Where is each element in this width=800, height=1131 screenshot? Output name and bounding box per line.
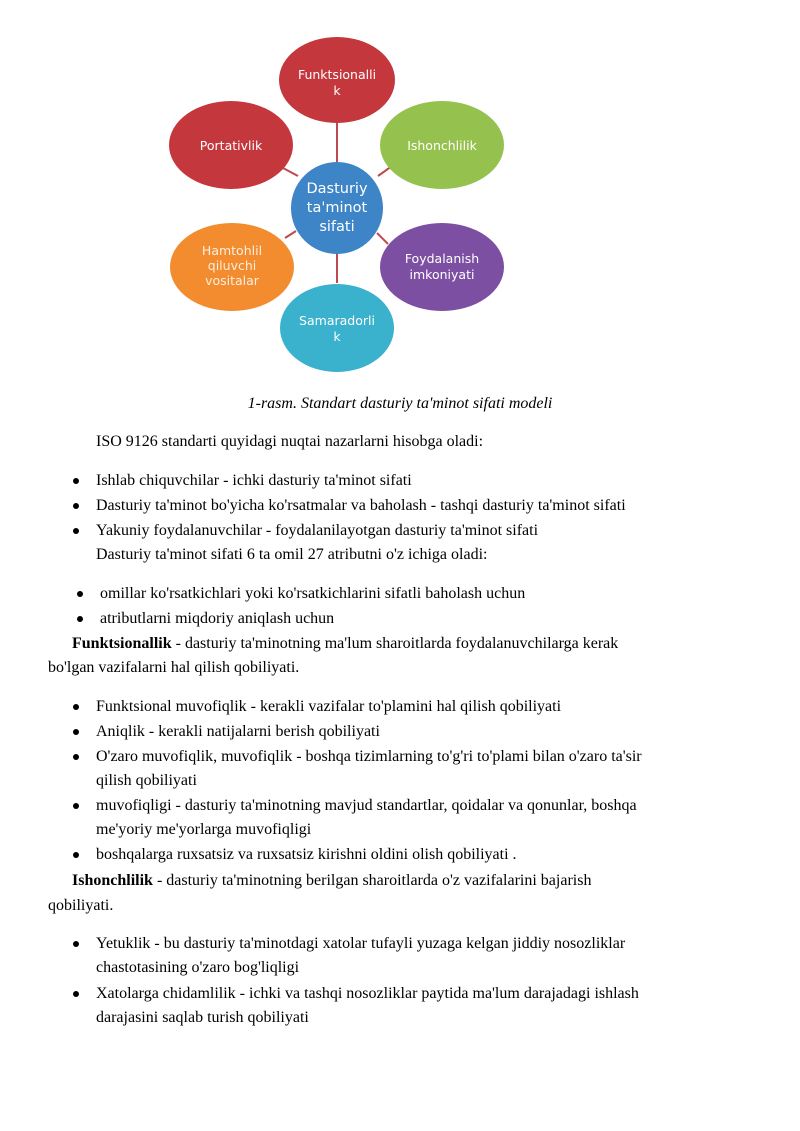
list-item: Ishlab chiquvchilar - ichki dasturiy ta'minot sifati [96, 472, 412, 489]
svg-text:Samaradorlik: Samaradorli k [299, 313, 375, 344]
node-funktsionallik [279, 37, 395, 123]
list-item: Xatolarga chidamlilik - ichki va tashqi nosozliklar paytida ma'lum darajadagi ishlash [96, 985, 639, 1002]
intro-paragraph: ISO 9126 standarti quyidagi nuqtai nazarlarni hisobga oladi: [96, 433, 484, 450]
list-item: Yakuniy foydalanuvchilar - foydalanilayotgan dasturiy ta'minot sifati [96, 522, 539, 539]
funk-paragraph-line1 [72, 632, 618, 656]
svg-text:Foydalanishimkoniyati: Foydalanish imkoniyati [404, 251, 480, 282]
node-portativlik [169, 101, 293, 189]
svg-text:Hamtohlilqiluvchivositalar: Hamtohlil qiluvchi vositalar [201, 243, 263, 288]
svg-text:Portativlik: Portativlik [199, 138, 263, 153]
node-hamtohlil-vositalar [170, 223, 294, 311]
ishon-paragraph-line1 [72, 869, 591, 893]
list-item: boshqalarga ruxsatsiz va ruxsatsiz kirishni oldini olish qobiliyati . [96, 846, 517, 863]
bullet-dot [73, 503, 79, 509]
svg-text:Dasturiyta'minotsifati: Dasturiy ta'minot sifati [306, 181, 368, 235]
node-foydalanish-imkoniyati [380, 223, 504, 311]
node-ishonchlilik [380, 101, 504, 189]
node-center-quality [291, 162, 383, 254]
list-item: Dasturiy ta'minot bo'yicha ko'rsatmalar va baholash - tashqi dasturiy ta'minot sifati [96, 497, 626, 514]
figure-caption: 1-rasm. Standart dasturiy ta'minot sifati modeli [247, 395, 553, 412]
list-item: omillar ko'rsatkichlari yoki ko'rsatkichlarini sifatli baholash uchun [100, 585, 526, 602]
quality-model-diagram [0, 0, 800, 390]
list-continuation: Dasturiy ta'minot sifati 6 ta omil 27 atributni o'z ichiga oladi: [96, 546, 488, 563]
list-item: Yetuklik - bu dasturiy ta'minotdagi xatolar tufayli yuzaga kelgan jiddiy nosozliklar [96, 935, 626, 952]
svg-text:Ishonchlilik: Ishonchlilik [407, 138, 477, 153]
ishon-term: Ishonchlilik [72, 872, 153, 889]
list-item-cont: me'yoriy me'yorlarga muvofiqligi [96, 821, 312, 838]
list-item-cont: qilish qobiliyati [96, 772, 197, 789]
bullet-dot [73, 754, 79, 760]
funk-term: Funktsionallik [72, 635, 172, 652]
svg-text:Funktsionallik: Funktsionalli k [297, 67, 377, 98]
funk-paragraph-line2: bo'lgan vazifalarni hal qilish qobiliyati. [48, 659, 300, 676]
list-item: Aniqlik - kerakli natijalarni berish qobiliyati [96, 723, 380, 740]
list-item: atributlarni miqdoriy aniqlash uchun [100, 610, 335, 627]
bullet-dot [73, 528, 79, 534]
list-item: Funktsional muvofiqlik - kerakli vazifalar to'plamini hal qilish qobiliyati [96, 698, 562, 715]
bullet-dot [73, 991, 79, 997]
bullet-dot [73, 729, 79, 735]
list-item: O'zaro muvofiqlik, muvofiqlik - boshqa tizimlarning to'g'ri to'plami bilan o'zaro ta'sir [96, 748, 642, 765]
bullet-dot [73, 852, 79, 858]
bullet-dot [73, 704, 79, 710]
bullet-dot [73, 941, 79, 947]
bullet-dot [73, 478, 79, 484]
bullet-dot [77, 616, 83, 622]
list-item: muvofiqligi - dasturiy ta'minotning mavjud standartlar, qoidalar va qonunlar, boshqa [96, 797, 637, 814]
bullet-dot [73, 803, 79, 809]
list-item-cont: darajasini saqlab turish qobiliyati [96, 1009, 309, 1026]
ishon-paragraph-line2: qobiliyati. [48, 897, 114, 914]
funk-definition: - dasturiy ta'minotning ma'lum sharoitlarda foydalanuvchilarga kerak [171, 635, 619, 652]
node-samaradorlik [280, 284, 394, 372]
list-item-cont: chastotasining o'zaro bog'liqligi [96, 959, 300, 976]
ishon-definition: - dasturiy ta'minotning berilgan sharoitlarda o'z vazifalarini bajarish [152, 872, 592, 889]
bullet-dot [77, 591, 83, 597]
